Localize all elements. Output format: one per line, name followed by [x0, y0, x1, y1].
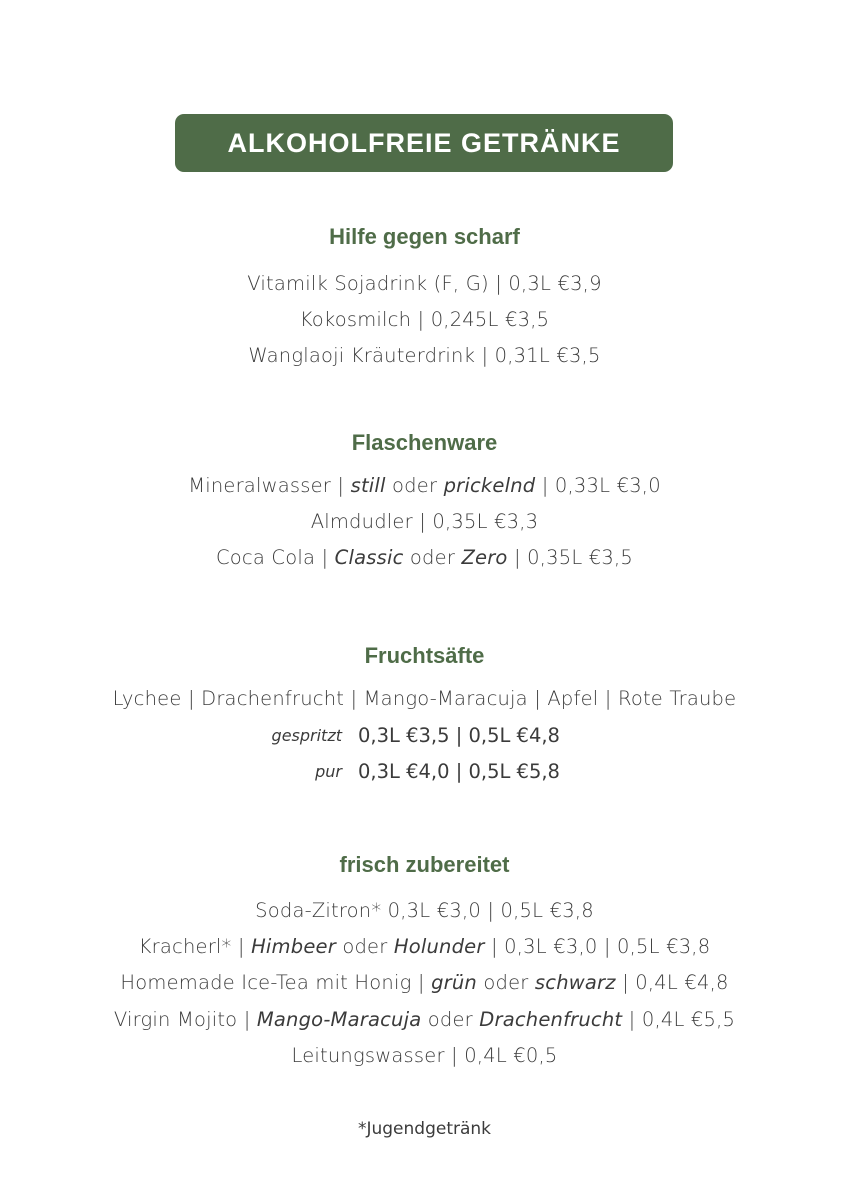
section-heading-frisch: frisch zubereitet [339, 852, 510, 877]
price-label: pur [315, 762, 342, 781]
page-title: ALKOHOLFREIE GETRÄNKE [227, 127, 621, 158]
section-heading-fruchtsaefte: Fruchtsäfte [364, 643, 485, 668]
menu-item: Lychee | Drachenfrucht | Mango-Maracuja | Apfel | Rote Traube [112, 687, 737, 710]
menu-item: Wanglaoji Kräuterdrink | 0,31L €3,5 [248, 344, 601, 367]
menu-item: Kracherl* | Himbeer oder Holunder | 0,3L €3,0 | 0,5L €3,8 [138, 935, 711, 958]
menu-item: Vitamilk Sojadrink (F, G) | 0,3L €3,9 [247, 272, 602, 295]
menu-item: Almdudler | 0,35L €3,3 [310, 510, 539, 533]
title-banner [175, 114, 673, 172]
menu-item: Kokosmilch | 0,245L €3,5 [299, 308, 550, 331]
price-values: 0,3L €4,0 | 0,5L €5,8 [358, 760, 560, 783]
section-heading-hilfe: Hilfe gegen scharf [329, 224, 520, 249]
menu-item: Virgin Mojito | Mango-Maracuja oder Drachenfrucht | 0,4L €5,5 [113, 1008, 736, 1031]
menu-item: Homemade Ice-Tea mit Honig | grün oder schwarz | 0,4L €4,8 [120, 971, 729, 994]
price-values: 0,3L €3,5 | 0,5L €4,8 [358, 724, 560, 747]
menu-item: Leitungswasser | 0,4L €0,5 [291, 1044, 558, 1067]
footnote: *Jugendgetränk [357, 1119, 492, 1139]
section-heading-flaschenware: Flaschenware [351, 430, 498, 455]
menu-item: Mineralwasser | still oder prickelnd | 0,33L €3,0 [188, 474, 661, 497]
price-row-pur [0, 760, 849, 786]
menu-item: Soda-Zitron* 0,3L €3,0 | 0,5L €3,8 [255, 899, 594, 922]
menu-item: Coca Cola | Classic oder Zero | 0,35L €3,5 [215, 546, 634, 569]
price-row-gespritzt [0, 724, 849, 750]
price-label: gespritzt [271, 726, 342, 745]
